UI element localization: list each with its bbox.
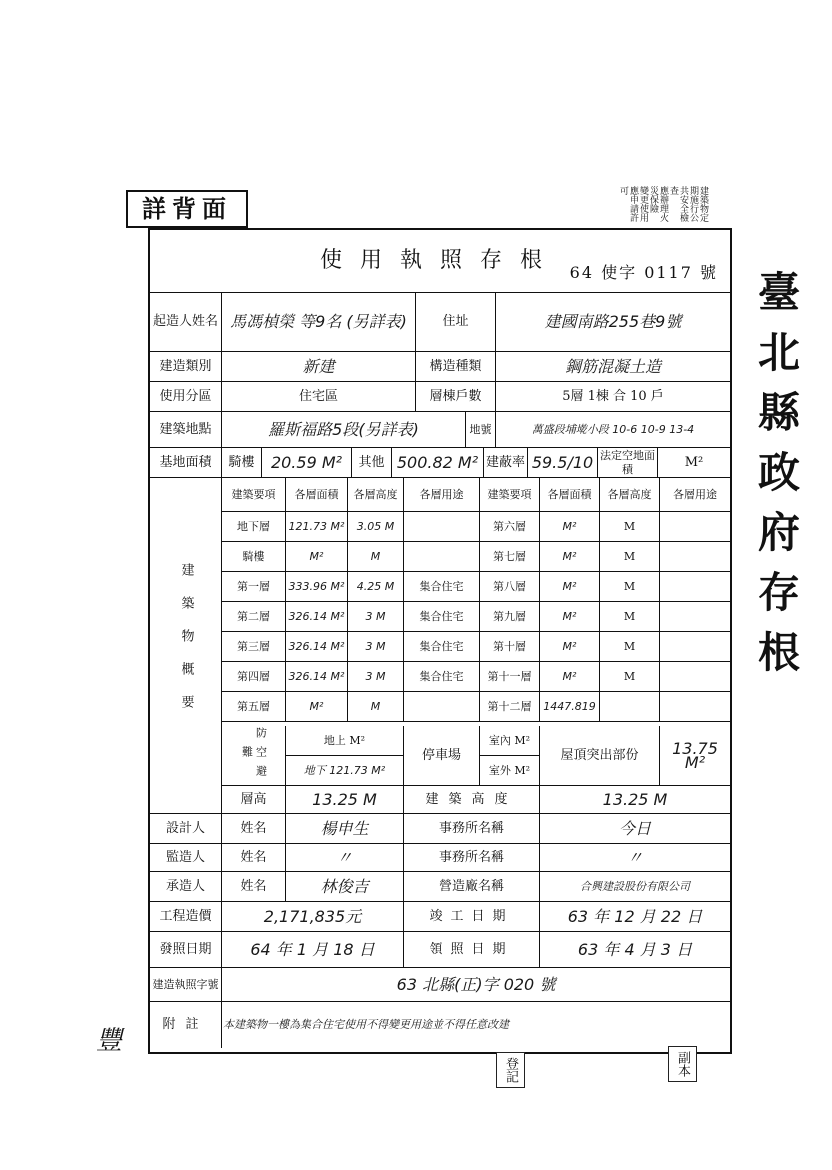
permit-value: 63 北縣(正)字 020 號 [222, 968, 730, 1002]
floor-height: M [348, 542, 404, 572]
area-label: 基地面積 [150, 448, 222, 478]
floor-name: 第十層 [480, 632, 540, 662]
supervisor-name-label: 姓名 [222, 844, 286, 872]
floor-area: M² [540, 602, 600, 632]
contractor-value: 林俊吉 [286, 872, 404, 902]
type-label: 建造類別 [150, 352, 222, 382]
floor-use: 集合住宅 [404, 632, 480, 662]
floor-area: 326.14 M² [286, 602, 348, 632]
floor-height [600, 692, 660, 722]
lot-label: 地號 [466, 412, 496, 448]
supervisor-label: 監造人 [150, 844, 222, 872]
designer-label: 設計人 [150, 814, 222, 844]
builder-label: 起造人姓名 [150, 292, 222, 352]
remark-label: 附註 [150, 1002, 222, 1048]
floor-height: 3 M [348, 632, 404, 662]
floor-area: M² [540, 572, 600, 602]
floor-name: 第三層 [222, 632, 286, 662]
floor-name: 騎樓 [222, 542, 286, 572]
permit-form [148, 228, 732, 1054]
remark-value: 本建築物一樓為集合住宅使用不得變更用途並不得任意改建 [223, 1018, 509, 1031]
firm-label: 營造廠名稱 [404, 872, 540, 902]
note-1: 建築物定期施行公共安全檢查 [668, 186, 708, 222]
floor-use [404, 542, 480, 572]
floor-height: M [600, 662, 660, 692]
coverage-label: 建蔽率 [484, 448, 528, 478]
legal-value: M² [658, 448, 730, 478]
floor-name: 第一層 [222, 572, 286, 602]
type-value: 新建 [222, 352, 416, 382]
floors-value: 5層 1棟 合 10 戶 [496, 382, 730, 412]
floor-area: M² [540, 632, 600, 662]
arcade-value: 20.59 M² [262, 448, 352, 478]
floor-use [404, 692, 480, 722]
floor-height: 3 M [348, 662, 404, 692]
above-value: 地上 M² [286, 726, 404, 756]
hdr-right-item: 建築要項 [480, 478, 540, 512]
floor-height: M [600, 512, 660, 542]
complete-value: 63 年 12 月 22 日 [540, 902, 730, 932]
floor-height-value: 13.25 M [286, 786, 404, 814]
issue-label: 發照日期 [150, 932, 222, 968]
hdr-left-item: 建築要項 [222, 478, 286, 512]
receive-value: 63 年 4 月 3 日 [540, 932, 730, 968]
floor-height: M [600, 602, 660, 632]
side-stamp-text: 臺北縣政府存根 [752, 270, 801, 690]
floor-use [660, 662, 730, 692]
contractor-name-label: 姓名 [222, 872, 286, 902]
roof-value: 13.75 M² [660, 726, 730, 786]
floor-area: M² [286, 692, 348, 722]
floor-use: 集合住宅 [404, 602, 480, 632]
floor-name: 第二層 [222, 602, 286, 632]
floor-height: M [348, 692, 404, 722]
floor-height: 3 M [348, 602, 404, 632]
floor-use [660, 542, 730, 572]
designer-office-label: 事務所名稱 [404, 814, 540, 844]
floor-area: 326.14 M² [286, 662, 348, 692]
floor-name: 第四層 [222, 662, 286, 692]
designer-name-label: 姓名 [222, 814, 286, 844]
hdr-left-area: 各層面積 [286, 478, 348, 512]
other-label: 其他 [352, 448, 392, 478]
floor-use [660, 692, 730, 722]
floor-height: 3.05 M [348, 512, 404, 542]
note-3: 變更使用應申請許可 [618, 186, 648, 222]
floor-name: 第六層 [480, 512, 540, 542]
floor-area: 121.73 M² [286, 512, 348, 542]
arcade-label: 騎樓 [222, 448, 262, 478]
floor-name: 第七層 [480, 542, 540, 572]
floor-name: 地下層 [222, 512, 286, 542]
floor-height: M [600, 632, 660, 662]
lot-value: 萬盛段埔墘小段 10-6 10-9 13-4 [496, 412, 730, 448]
cost-value: 2,171,835元 [222, 902, 404, 932]
struct-label: 構造種類 [416, 352, 496, 382]
floor-use [660, 632, 730, 662]
designer-value: 楊申生 [286, 814, 404, 844]
floor-name: 第八層 [480, 572, 540, 602]
below-value: 地下 121.73 M² [286, 756, 404, 786]
hdr-right-height: 各層高度 [600, 478, 660, 512]
site-value: 羅斯福路5段(另詳表) [222, 412, 466, 448]
designer-office: 今日 [540, 814, 730, 844]
cost-label: 工程造價 [150, 902, 222, 932]
floor-area: M² [540, 512, 600, 542]
floor-use [404, 512, 480, 542]
stamp-copy: 副本 [668, 1046, 697, 1082]
floor-name: 第十二層 [480, 692, 540, 722]
bldg-height-value: 13.25 M [540, 786, 730, 814]
address-label: 住址 [416, 292, 496, 352]
floor-use: 集合住宅 [404, 572, 480, 602]
floor-area: 333.96 M² [286, 572, 348, 602]
roof-label: 屋頂突出部份 [540, 726, 660, 786]
floor-height-label: 層高 [222, 786, 286, 814]
stamp-register: 登記 [496, 1052, 525, 1088]
form-title: 使用執照存根 [150, 230, 730, 293]
floor-use [660, 602, 730, 632]
receive-label: 領照日期 [404, 932, 540, 968]
floor-height: 4.25 M [348, 572, 404, 602]
serial-number: 64 使字 0117 號 [569, 263, 718, 282]
hdr-right-area: 各層面積 [540, 478, 600, 512]
floor-area: M² [540, 542, 600, 572]
firm-value: 合興建設股份有限公司 [540, 872, 730, 902]
floor-height: M [600, 572, 660, 602]
issue-value: 64 年 1 月 18 日 [222, 932, 404, 968]
floor-name: 第九層 [480, 602, 540, 632]
permit-label: 建造執照字號 [150, 968, 222, 1002]
floor-use [660, 512, 730, 542]
floor-use [660, 572, 730, 602]
legal-label: 法定空地面積 [598, 448, 658, 478]
supervisor-value: 〃 [286, 844, 404, 872]
floor-area: 326.14 M² [286, 632, 348, 662]
floor-area: M² [540, 662, 600, 692]
bldg-height-label: 建築高度 [404, 786, 540, 814]
hdr-left-use: 各層用途 [404, 478, 480, 512]
coverage-value: 59.5/10 [528, 448, 598, 478]
hdr-right-use: 各層用途 [660, 478, 730, 512]
site-label: 建築地點 [150, 412, 222, 448]
floor-name: 第五層 [222, 692, 286, 722]
floor-use: 集合住宅 [404, 662, 480, 692]
builder-value: 馬馮楨榮 等9名 (另詳表) [222, 292, 416, 352]
indoor-label: 室內 M² [480, 726, 540, 756]
contractor-label: 承造人 [150, 872, 222, 902]
floor-area: M² [286, 542, 348, 572]
other-value: 500.82 M² [392, 448, 484, 478]
floor-area: 1447.819 [540, 692, 600, 722]
address-value: 建國南路255巷9號 [496, 292, 730, 352]
floors-label: 層棟戶數 [416, 382, 496, 412]
building-section-label: 建築物概要 [150, 478, 222, 814]
outdoor-label: 室外 M² [480, 756, 540, 786]
hdr-left-height: 各層高度 [348, 478, 404, 512]
struct-value: 鋼筋混凝土造 [496, 352, 730, 382]
floor-height: M [600, 542, 660, 572]
zone-value: 住宅區 [222, 382, 416, 412]
note-2: 應辦理火災保險 [648, 186, 668, 222]
parking-label: 停車場 [404, 726, 480, 786]
supervisor-office-label: 事務所名稱 [404, 844, 540, 872]
floor-name: 第十一層 [480, 662, 540, 692]
detail-back-tag: 詳背面 [126, 190, 248, 228]
header-notes [488, 186, 708, 230]
supervisor-office: 〃 [540, 844, 730, 872]
zone-label: 使用分區 [150, 382, 222, 412]
signature: 豐 [96, 1026, 123, 1056]
complete-label: 竣工日期 [404, 902, 540, 932]
shelter-label: 防空避難 [222, 726, 286, 786]
